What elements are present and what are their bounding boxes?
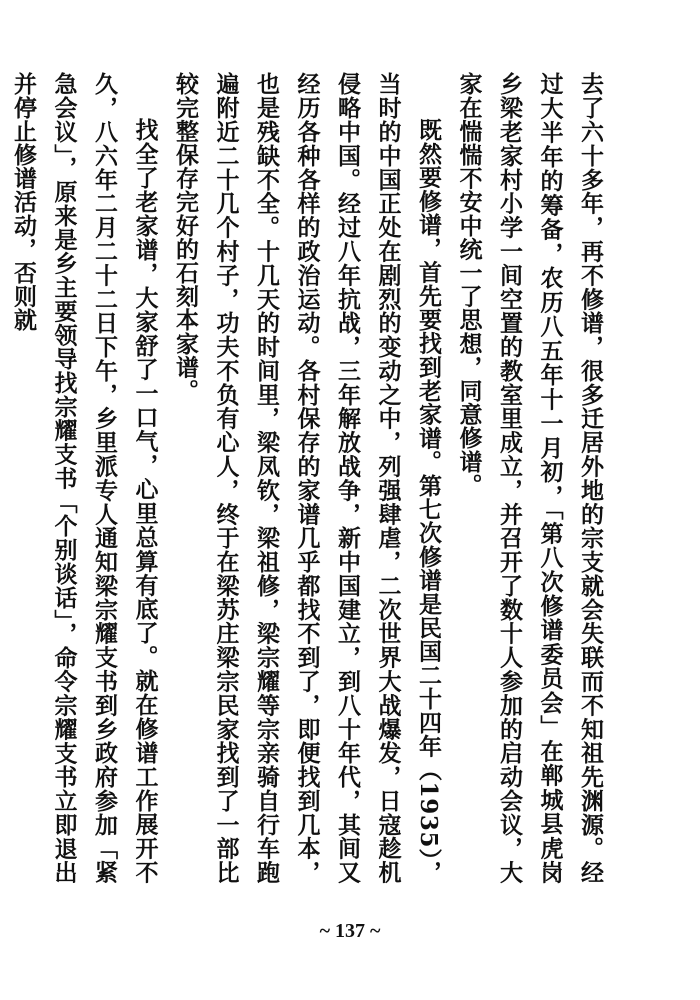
vertical-text-body [10, 72, 610, 884]
paragraph-1: 去了六十多年，再不修谱，很多迁居外地的宗支就会失联而不知祖先渊源。经过大半年的筹备，农历八五年十一月初，「第八次修谱委员会」在郸城县虎岗乡梁老家村小学一间空置的教室里成立，并召开了数十人参加的启动会议，大家在惴惴不安中统一了思想，同意修谱。 [455, 72, 604, 884]
paragraph-2: 既然要修谱，首先要找到老家谱。第七次修谱是民国二十四年（1935），当时的中国正处在剧烈的变动之中，列强肆虐，二次世界大战爆发，日寇趁机侵略中国。经过八年抗战，三年解放战争，新中国建立，到八十年代，其间又经历各种各样的政治运动。各村保存的家谱几乎都找不到了，即便找到几本，也是残缺不全。十几天的时间里，梁凤钦，梁祖修，梁宗耀等宗亲骑自行车跑遍附近二十几个村子，功夫不负有心人，终于在梁苏庄梁宗民家找到了一部比较完整保存完好的石刻本家谱。 [172, 72, 442, 884]
paragraph-3: 找全了老家谱，大家舒了一口气，心里总算有底了。就在修谱工作展开不久，八六年二月二十二日下午，乡里派专人通知梁宗耀支书到乡政府参加「紧急会议」，原来是乡主要领导找宗耀支书「个别谈话」，命令宗耀支书立即退出并停止修谱活动，否则就 [10, 72, 159, 884]
page-number: ~ 137 ~ [319, 920, 381, 942]
